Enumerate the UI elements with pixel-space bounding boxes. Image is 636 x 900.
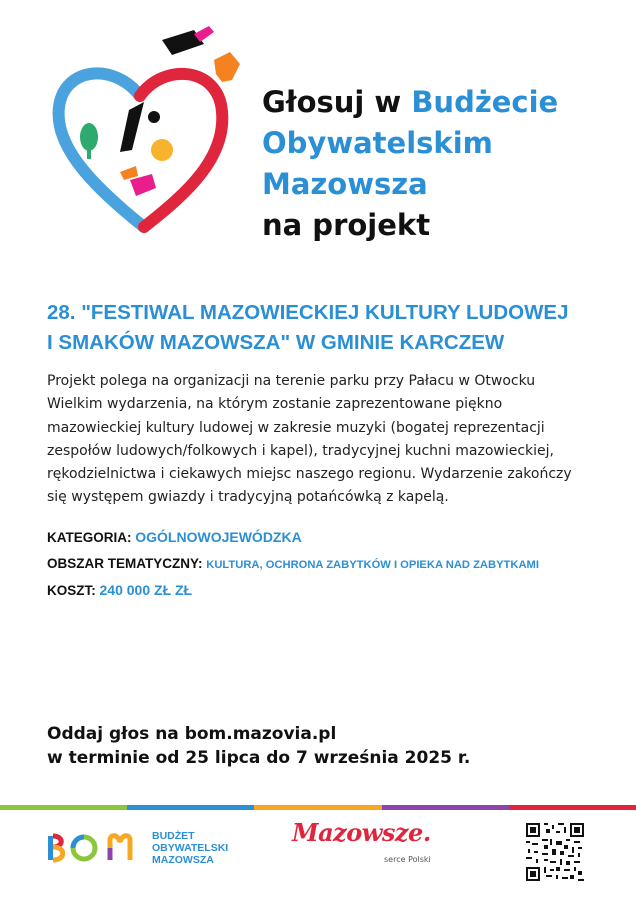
bom-text-line1: BUDŻET	[152, 830, 195, 842]
campaign-title	[262, 82, 558, 246]
mazowsze-logo	[292, 808, 462, 878]
stripe-blue	[127, 805, 254, 810]
project-title	[47, 298, 597, 358]
qr-code-icon	[526, 823, 584, 881]
category-row	[47, 529, 607, 545]
heart-logo-icon	[44, 22, 244, 237]
title-line-mazowsze: Mazowsza	[262, 167, 428, 201]
mazowsze-tagline: serce Polski	[384, 855, 431, 864]
bom-text-line2: OBYWATELSKI	[152, 842, 229, 854]
stripe-red	[509, 805, 636, 810]
bom-text-line3: MAZOWSZA	[152, 854, 214, 866]
title-word-budget: Budżecie	[411, 85, 559, 119]
project-title-line2: I SMAKÓW MAZOWSZA" W GMINIE KARCZEW	[47, 331, 505, 354]
stripe-green	[0, 805, 127, 810]
title-word-vote: Głosuj w	[262, 85, 412, 119]
area-value: KULTURA, OCHRONA ZABYTKÓW I OPIEKA NAD ZABYTKAMI	[206, 559, 539, 571]
cost-row	[47, 582, 607, 598]
category-value: OGÓLNOWOJEWÓDZKA	[135, 529, 302, 545]
cost-value: 240 000 ZŁ ZŁ	[99, 582, 193, 598]
bom-logo	[46, 826, 228, 870]
bom-text	[152, 830, 228, 866]
project-description: Projekt polega na organizacji na terenie parku przy Pałacu w Otwocku Wielkim wydarzenia, na którym zostanie zaprezentowane piękno mazowieckiej kultury ludowej w zakresie muzyki (bogatej reprezentacji zespołów ludowych/folkowych i kapel), tradycyjnej kuchni mazowieckiej, rękodzielnictwa i ciekawych miejsc naszego regionu. Wydarzenie zakończy się występem gwiazdy i tradycyjną potańcówką z kapelą.	[47, 373, 572, 506]
category-label: KATEGORIA:	[47, 530, 132, 545]
project-title-line1: 28. "FESTIWAL MAZOWIECKIEJ KULTURY LUDOWEJ	[47, 301, 569, 324]
title-line-project: na projekt	[262, 208, 431, 242]
title-line-civic: Obywatelskim	[262, 126, 493, 160]
vote-info	[47, 722, 470, 770]
area-label: OBSZAR TEMATYCZNY:	[47, 556, 203, 571]
cost-label: KOSZT:	[47, 583, 96, 598]
area-row	[47, 556, 607, 571]
bom-letters-icon	[46, 830, 146, 866]
vote-line1: Oddaj głos na bom.mazovia.pl	[47, 724, 337, 744]
mazowsze-wordmark: Mazowsze.	[292, 818, 431, 847]
vote-line2: w terminie od 25 lipca do 7 września 2025 r.	[47, 748, 471, 768]
